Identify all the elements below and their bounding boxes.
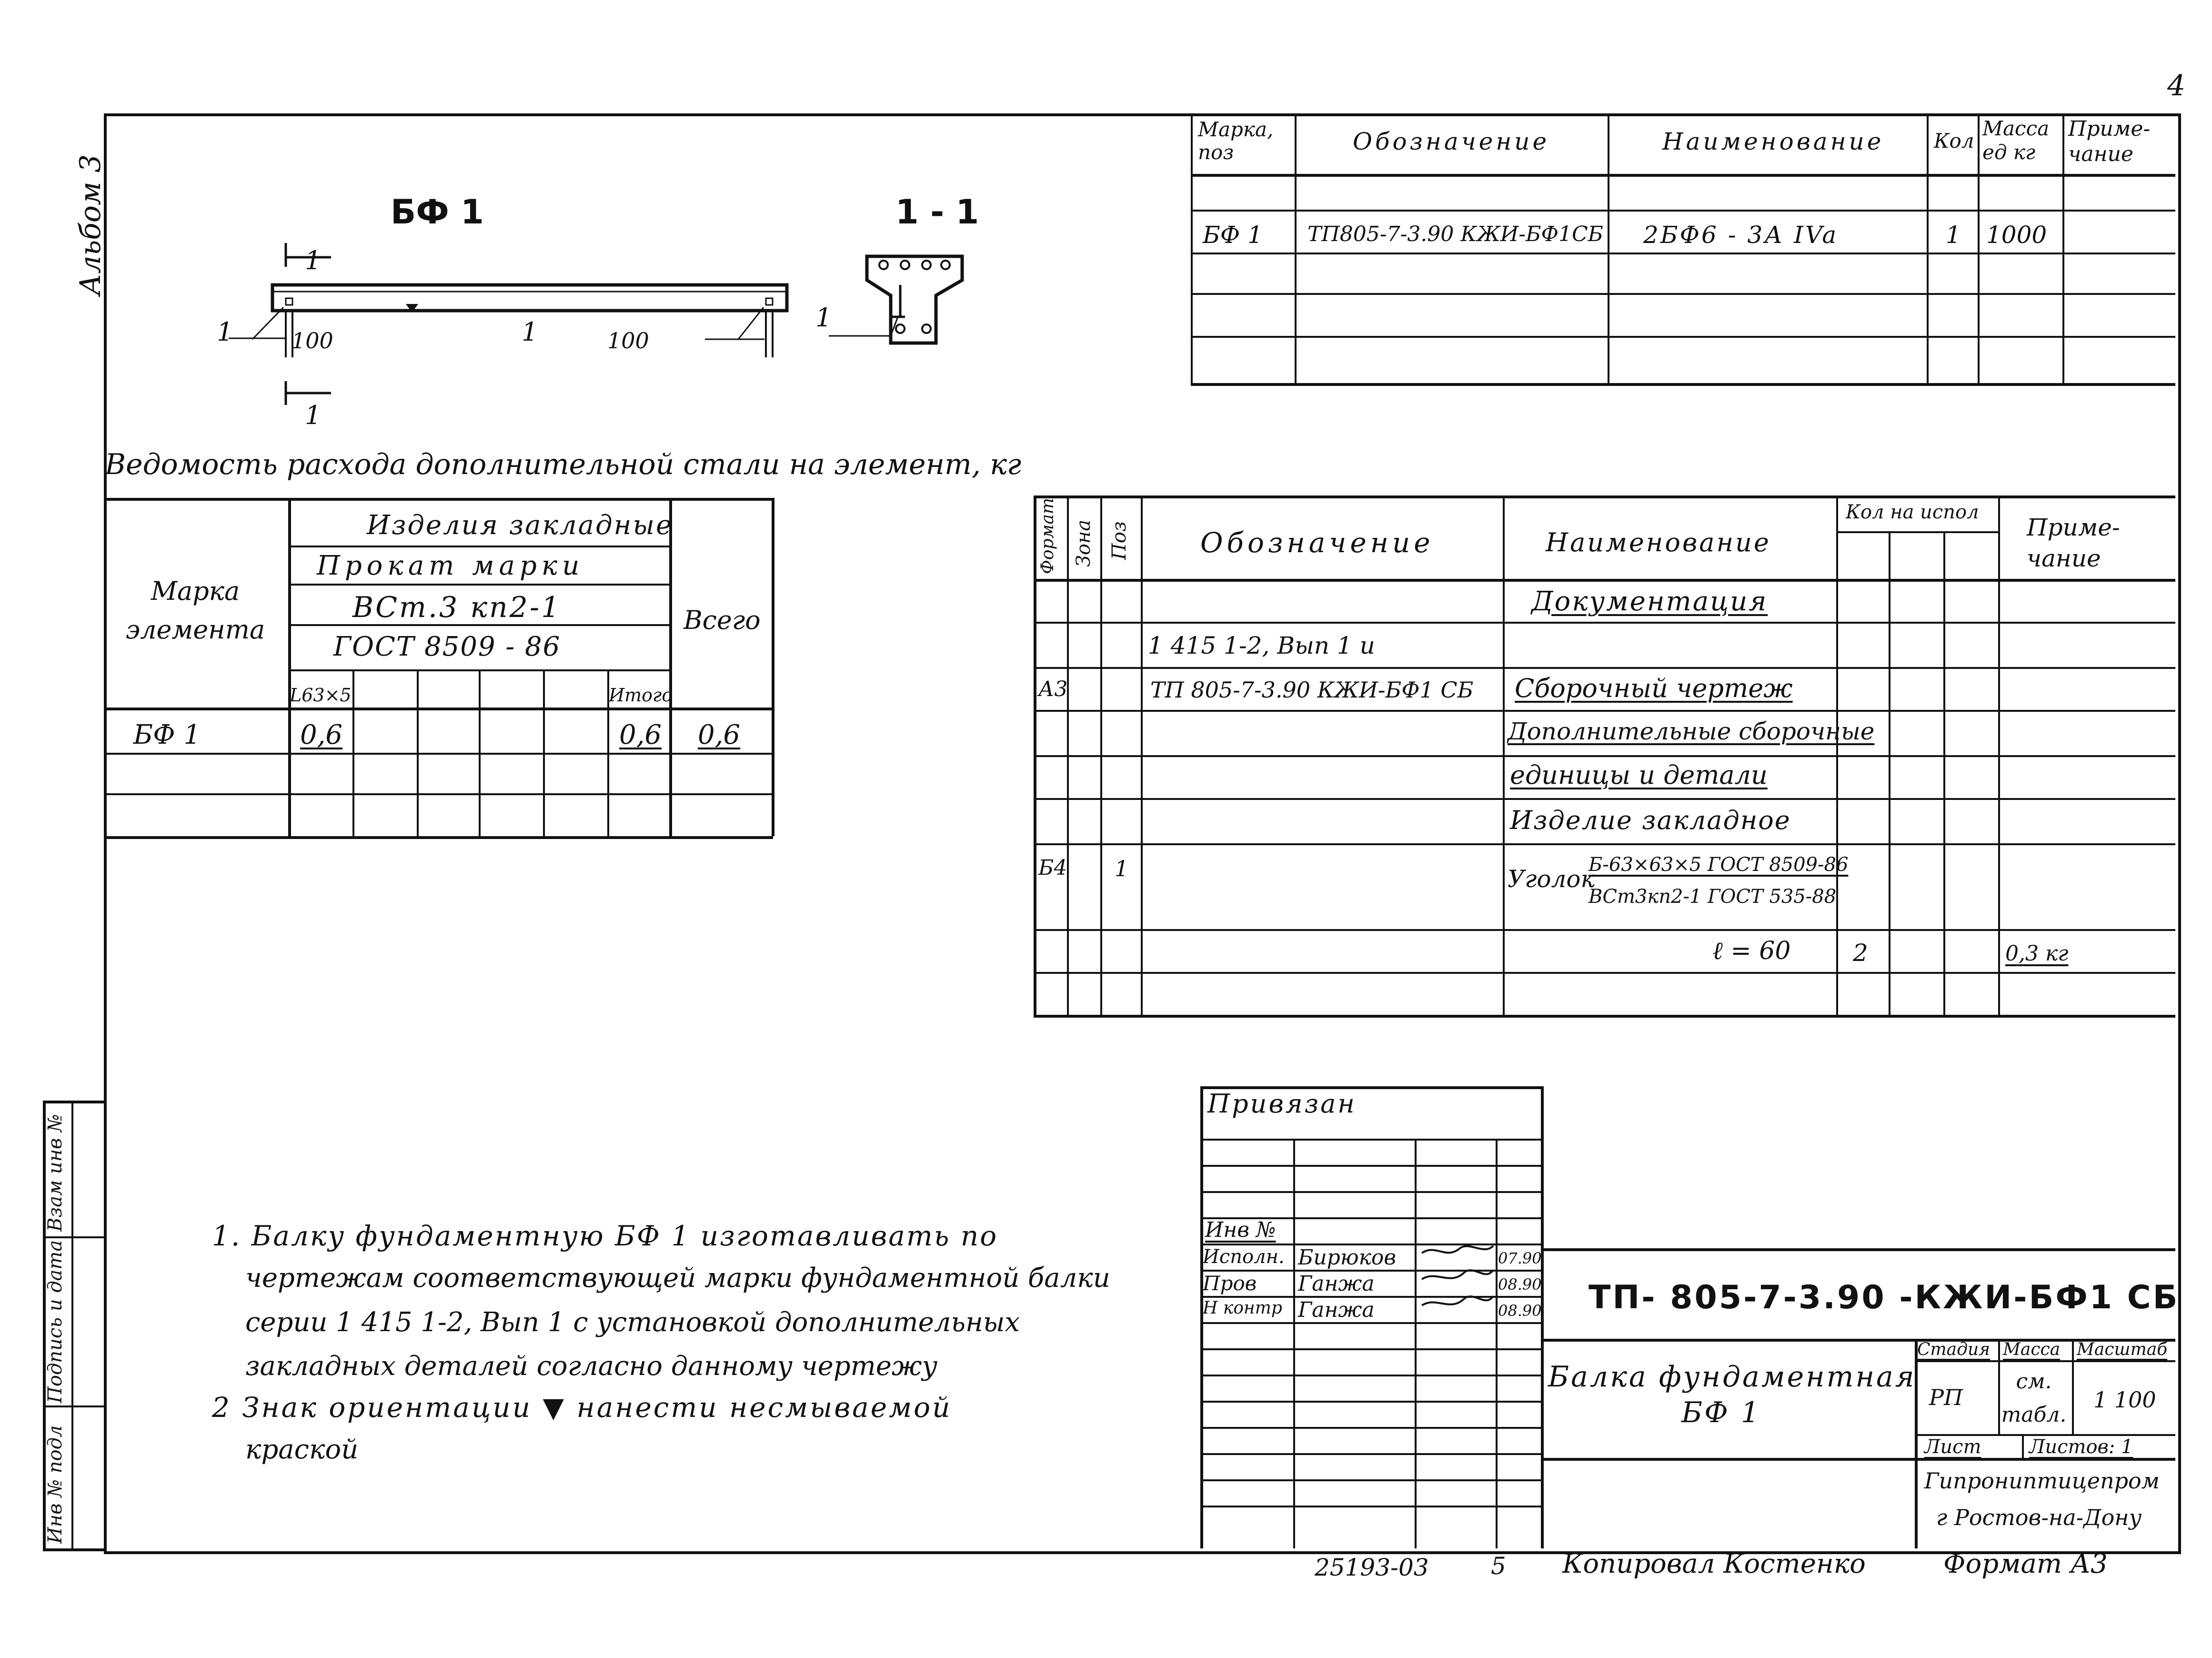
footer-format: Формат А3 — [1943, 1548, 2108, 1579]
spec-r8-qty: 2 — [1853, 939, 1868, 967]
role-1-date: 07.90 — [1498, 1249, 1542, 1267]
dim-right: 100 — [607, 328, 649, 354]
spec-r8-name: ℓ = 60 — [1712, 937, 1791, 965]
h-scale: Масштаб — [2077, 1340, 2168, 1359]
steel-r1-itogo: 0,6 — [619, 719, 662, 750]
h-mass: Масса — [2003, 1340, 2061, 1359]
role-2: Пров — [1203, 1272, 1257, 1295]
spec-top-h-mass: Масса ед кг — [1982, 117, 2050, 164]
sheets-label: Листов: 1 — [2029, 1436, 2133, 1458]
spec-r3-designation: ТП 805-7-3.90 КЖИ-БФ1 СБ — [1150, 677, 1474, 703]
cut-mark-bottom: 1 — [305, 400, 322, 430]
steel-h-grade: ВСт.3 кп2-1 — [352, 591, 562, 624]
spec-r7-name-b: Б-63×63×5 ГОСТ 8509-86 — [1589, 854, 1849, 876]
spec-top-h-designation: Обозначение — [1353, 128, 1550, 155]
spec-top-r1-qty: 1 — [1946, 221, 1961, 249]
steel-h-total: Всего — [684, 605, 761, 635]
privyazan-label: Привязан — [1207, 1089, 1357, 1119]
role-1-name: Бирюков — [1298, 1245, 1396, 1270]
side-inv-podl: Инв № подл — [44, 1425, 66, 1544]
spec-r7-name-c: ВСт3кп2-1 ГОСТ 535-88 — [1589, 886, 1837, 908]
h-stage: Стадия — [1917, 1340, 1990, 1359]
inv-no-label: Инв № — [1205, 1218, 1276, 1242]
spec-r7-name-a: Уголок — [1508, 865, 1595, 893]
spec-top-r1-mass: 1000 — [1986, 221, 2047, 249]
org-line-1: Гипрониптицепром — [1924, 1468, 2160, 1494]
spec-h-qty: Кол на испол — [1846, 501, 1979, 523]
footer-sheet-no: 5 — [1491, 1552, 1506, 1580]
album-label: Альбом 3 — [74, 154, 107, 295]
steel-r1-profile: 0,6 — [300, 719, 343, 750]
scale-value: 1 100 — [2093, 1387, 2156, 1413]
side-vzam-inv: Взам инв № — [44, 1114, 66, 1232]
role-2-date: 08.90 — [1498, 1275, 1542, 1294]
steel-sub-profile: L63×5 — [290, 685, 352, 706]
footer-copied: Копировал Костенко — [1562, 1548, 1866, 1579]
spec-r6-name: Изделие закладное — [1510, 805, 1791, 835]
note-line-2: чертежам соответствующей марки фундаментной балки — [245, 1263, 1110, 1294]
spec-top-h-name: Наименование — [1662, 128, 1884, 155]
leader-right-label: 1 — [522, 317, 538, 347]
note-line-3: серии 1 415 1-2, Вып 1 с установкой дополнительных — [245, 1307, 1020, 1338]
note-line-5: 2 Знак ориентации ▼ нанести несмываемой — [212, 1391, 952, 1424]
main-view-label: БФ 1 — [391, 192, 484, 232]
side-podpis-data: Подпись и дата — [44, 1240, 66, 1403]
signatures — [1417, 1241, 1498, 1322]
spec-r2-designation: 1 415 1-2, Вып 1 и — [1148, 632, 1375, 659]
cut-mark-top: 1 — [305, 245, 322, 275]
steel-table-title: Ведомость расхода дополнительной стали на элемент, кг — [105, 448, 1022, 481]
mass-value: см. табл. — [2001, 1369, 2067, 1427]
steel-h-rolled: Прокат марки — [317, 550, 584, 581]
note-line-6: краской — [245, 1434, 359, 1465]
role-3: Н контр — [1203, 1298, 1282, 1318]
spec-top-h-note: Приме- чание — [2068, 117, 2151, 166]
spec-h-name: Наименование — [1546, 527, 1771, 557]
spec-h-format: Формат — [1038, 497, 1057, 574]
role-3-name: Ганжа — [1298, 1298, 1375, 1322]
spec-r8-note: 0,3 кг — [2005, 941, 2069, 966]
spec-r3-format: А3 — [1038, 677, 1068, 701]
spec-r5-name: единицы и детали — [1510, 760, 1768, 790]
page-number: 4 — [2167, 69, 2186, 102]
spec-top-r1-mark: БФ 1 — [1203, 221, 1263, 249]
spec-r7-format: Б4 — [1038, 856, 1067, 880]
role-2-name: Ганжа — [1298, 1272, 1375, 1296]
spec-r1-name: Документация — [1531, 586, 1768, 617]
spec-top-r1-name: 2БФ6 - 3А IVa — [1643, 221, 1839, 249]
spec-h-zone: Зона — [1073, 519, 1095, 567]
role-1: Исполн. — [1203, 1246, 1285, 1268]
title-line-1: Балка фундаментная — [1548, 1360, 1916, 1394]
spec-top-r1-designation: ТП805-7-3.90 КЖИ-БФ1СБ — [1307, 222, 1603, 246]
title-line-2: БФ 1 — [1681, 1396, 1761, 1429]
spec-r7-pos: 1 — [1115, 856, 1129, 881]
section-label: 1 - 1 — [895, 192, 979, 232]
section-leader-label: 1 — [815, 303, 832, 333]
spec-r4-name: Дополнительные сборочные — [1508, 718, 1875, 745]
sheet-label: Лист — [1924, 1436, 1981, 1458]
spec-top-h-mark: Марка, поз — [1198, 118, 1274, 164]
role-3-date: 08.90 — [1498, 1302, 1542, 1320]
spec-r3-name: Сборочный чертеж — [1515, 673, 1793, 703]
spec-h-note: Приме- чание — [2027, 514, 2120, 572]
leader-left-label: 1 — [217, 317, 233, 347]
steel-sub-itogo: Итого — [609, 685, 673, 706]
footer-num: 25193-03 — [1315, 1554, 1429, 1581]
org-line-2: г Ростов-на-Дону — [1936, 1505, 2142, 1530]
steel-h-gost: ГОСТ 8509 - 86 — [333, 631, 561, 662]
spec-h-pos: Поз — [1108, 521, 1130, 560]
doc-code: ТП- 805-7-3.90 -КЖИ-БФ1 СБ — [1589, 1279, 2180, 1316]
steel-r1-mark: БФ 1 — [133, 719, 201, 750]
dim-left: 100 — [292, 328, 333, 354]
stage-value: РП — [1929, 1385, 1963, 1410]
spec-h-designation: Обозначение — [1200, 526, 1434, 559]
steel-h-group: Изделия закладные — [367, 510, 674, 541]
spec-top-h-qty: Кол — [1934, 129, 1974, 152]
steel-h-mark: Марка элемента — [125, 576, 265, 645]
steel-r1-total: 0,6 — [698, 719, 741, 750]
note-line-1: 1. Балку фундаментную БФ 1 изготавливать по — [212, 1220, 998, 1252]
note-line-4: закладных деталей согласно данному чертежу — [245, 1351, 938, 1382]
